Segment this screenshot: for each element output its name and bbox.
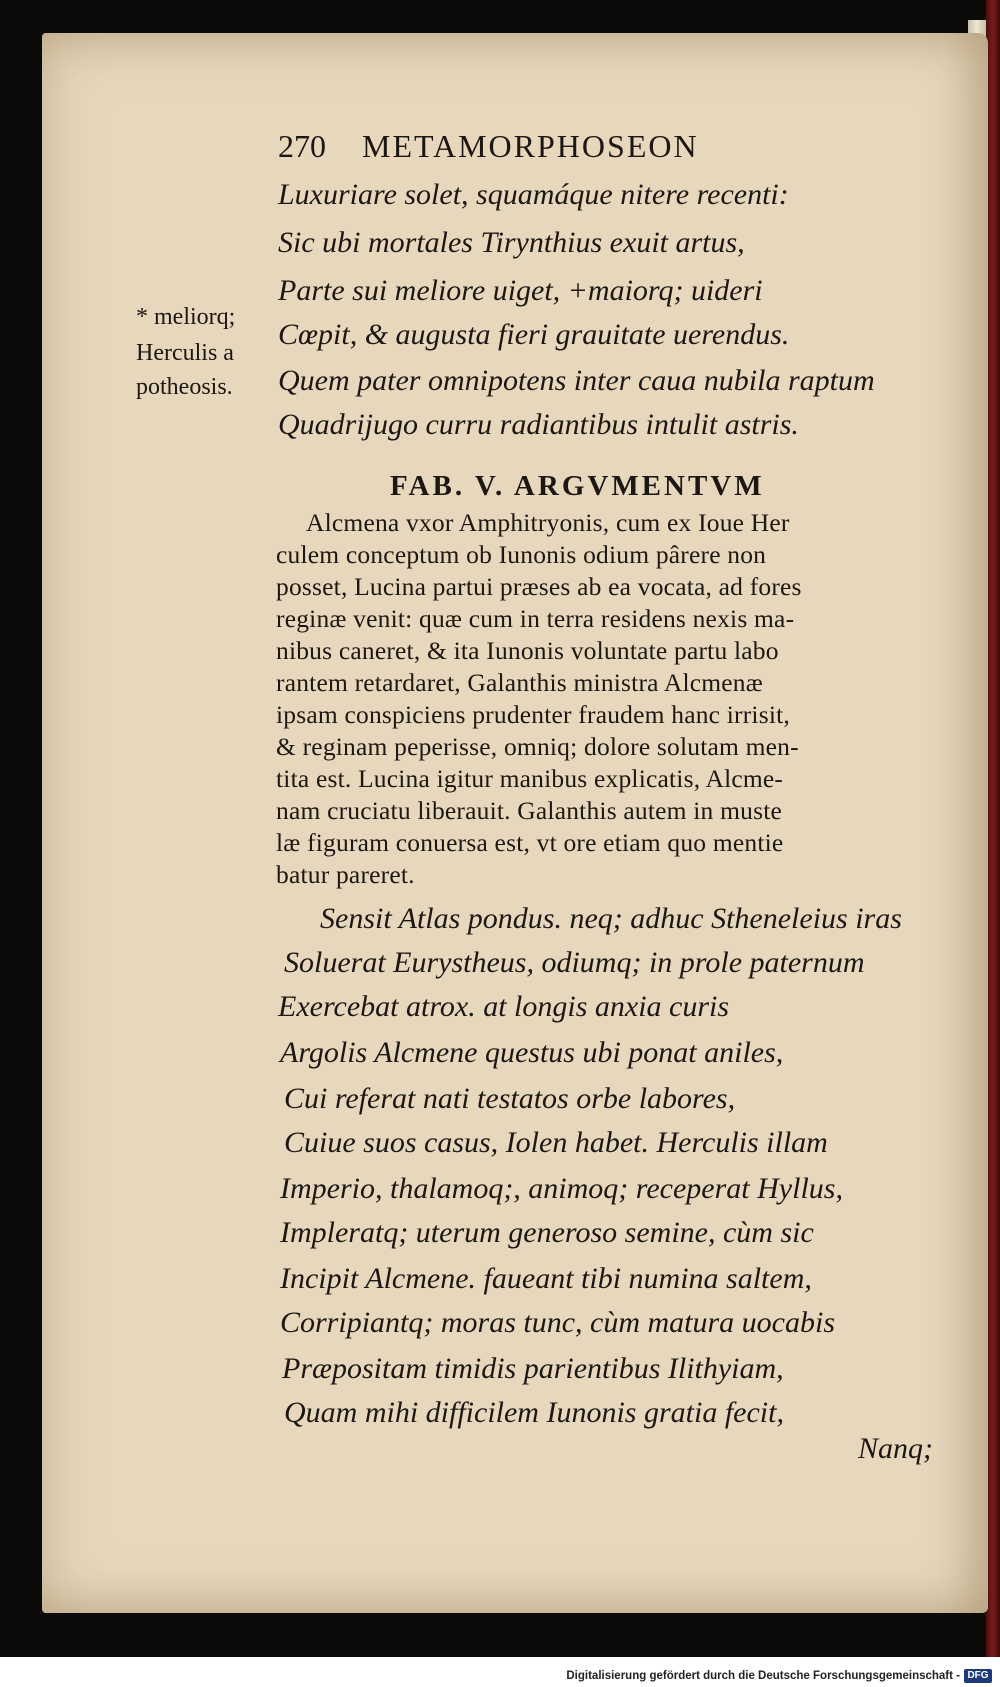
verse-line: Exercebat atrox. at longis anxia curis xyxy=(278,990,730,1023)
verse-line: Quam mihi difficilem Iunonis gratia fecit, xyxy=(284,1396,784,1429)
running-title: METAMORPHOSEON xyxy=(362,128,699,164)
verse-line: Luxuriare solet, squamáque nitere recenti: xyxy=(278,178,789,211)
verse-line: Impleratq; uterum generoso semine, cùm sic xyxy=(280,1216,814,1249)
verse-line: Cœpit, & augusta fieri grauitate uerendus. xyxy=(278,318,790,351)
verse-line: Argolis Alcmene questus ubi ponat aniles, xyxy=(280,1036,784,1069)
argument-line: reginæ venit: quæ cum in terra residens nexis ma- xyxy=(276,604,795,633)
catchword: Nanq; xyxy=(858,1432,933,1465)
argument-line: culem conceptum ob Iunonis odium pârere non xyxy=(276,540,767,569)
argument-line: posset, Lucina partui præses ab ea vocata, ad fores xyxy=(276,572,802,601)
argument-line: rantem retardaret, Galanthis ministra Alcmenæ xyxy=(276,668,763,697)
argument-line: Alcmena vxor Amphitryonis, cum ex Ioue Her xyxy=(306,508,790,537)
argument-heading: FAB. V. ARGVMENTVM xyxy=(390,470,765,502)
argument-line: læ figuram conuersa est, vt ore etiam quo mentie xyxy=(276,828,784,857)
verse-line: Corripiantq; moras tunc, cùm matura uocabis xyxy=(280,1306,835,1339)
argument-line: ipsam conspiciens prudenter fraudem hanc irrisit, xyxy=(276,700,790,729)
verse-line: Quadrijugo curru radiantibus intulit astris. xyxy=(278,408,799,441)
argument-line: & reginam peperisse, omniq; dolore solutam men- xyxy=(276,732,799,761)
book-edge xyxy=(986,0,1000,1657)
verse-line: Sic ubi mortales Tirynthius exuit artus, xyxy=(278,226,745,259)
margin-note: Herculis a xyxy=(136,340,234,366)
verse-line: Parte sui meliore uiget, +maiorq; uideri xyxy=(278,274,763,307)
margin-note: * meliorq; xyxy=(136,304,236,330)
margin-note: potheosis. xyxy=(136,374,233,400)
argument-line: nam cruciatu liberauit. Galanthis autem in muste xyxy=(276,796,782,825)
argument-line: batur pareret. xyxy=(276,860,415,889)
verse-line: Præpositam timidis parientibus Ilithyiam, xyxy=(282,1352,784,1385)
dfg-logo: DFG xyxy=(964,1669,992,1683)
verse-line: Sensit Atlas pondus. neq; adhuc Stheneleius iras xyxy=(320,902,902,935)
verse-line: Cuiue suos casus, Iolen habet. Herculis illam xyxy=(284,1126,828,1159)
verse-line: Cui referat nati testatos orbe labores, xyxy=(284,1082,736,1115)
verse-line: Incipit Alcmene. faueant tibi numina saltem, xyxy=(280,1262,812,1295)
verse-line: Quem pater omnipotens inter caua nubila raptum xyxy=(278,364,875,397)
verse-line: Imperio, thalamoq;, animoq; receperat Hyllus, xyxy=(280,1172,843,1205)
running-head xyxy=(278,128,699,165)
argument-line: nibus caneret, & ita Iunonis voluntate partu labo xyxy=(276,636,779,665)
argument-line: tita est. Lucina igitur manibus explicatis, Alcme- xyxy=(276,764,784,793)
footer-credit: Digitalisierung gefördert durch die Deutsche Forschungsgemeinschaft - xyxy=(566,1670,960,1682)
page-number: 270 xyxy=(278,128,326,164)
verse-line: Soluerat Eurystheus, odiumq; in prole paternum xyxy=(284,946,865,979)
